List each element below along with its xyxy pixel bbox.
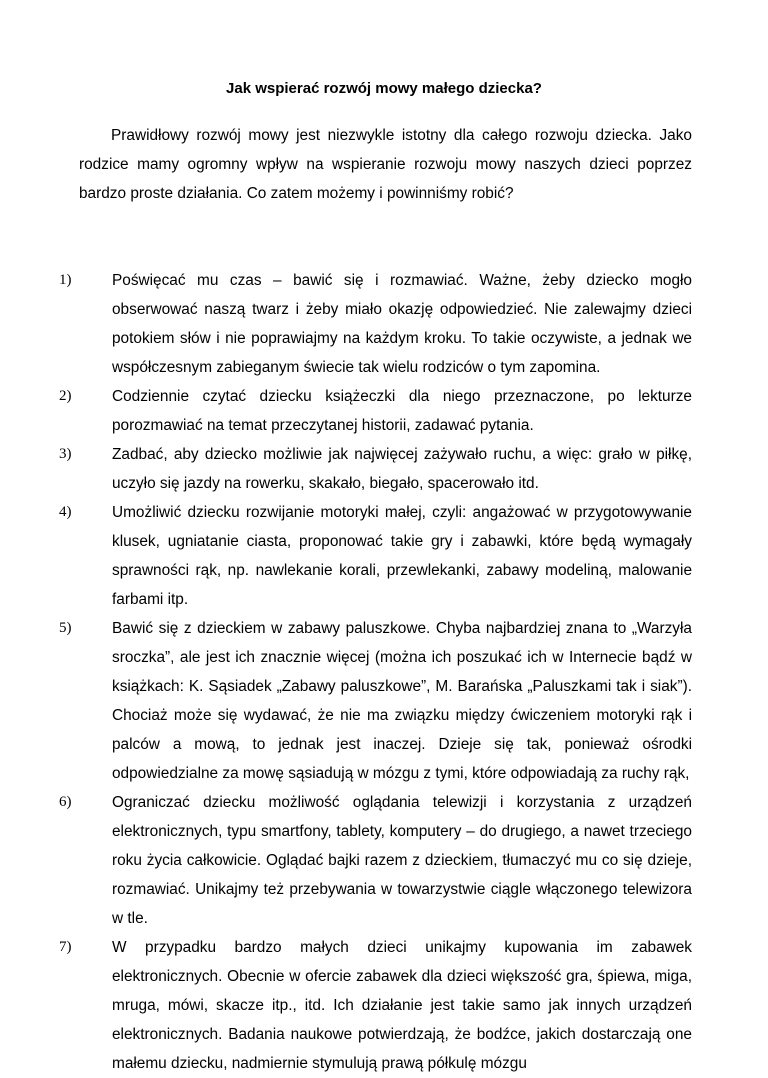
list-item-text: Codziennie czytać dziecku książeczki dla niego przeznaczone, po lekturze porozmawiać na temat przeczytanej historii, zadawać pytania.	[112, 388, 692, 434]
list-item-text: Ograniczać dziecku możliwość oglądania telewizji i korzystania z urządzeń elektronicznych, typu smartfony, tablety, komputery – do drugiego, a nawet trzeciego roku życia całkowicie. Oglądać bajki razem z dzieckiem, tłumaczyć mu co się dzieje, rozmawiać. Unikajmy też przebywania w towarzystwie ciągle włączonego telewizora w tle.	[112, 794, 692, 927]
list-item-number: 2)	[59, 388, 72, 404]
list-item-number: 3)	[59, 446, 72, 462]
intro-paragraph: Prawidłowy rozwój mowy jest niezwykle istotny dla całego rozwoju dziecka. Jako rodzice mamy ogromny wpływ na wspieranie rozwoju mowy naszych dzieci poprzez bardzo proste działania. Co zatem możemy i powinniśmy robić?	[79, 127, 692, 202]
list-item-text: Poświęcać mu czas – bawić się i rozmawiać. Ważne, żeby dziecko mogło obserwować naszą twarz i żeby miało okazję odpowiedzieć. Nie zalewajmy dzieci potokiem słów i nie poprawiajmy na każdym kroku. To takie oczywiste, a jednak we współczesnym zabieganym świecie tak wielu rodziców o tym zapomina.	[112, 272, 692, 376]
list-item	[59, 266, 692, 382]
list-item-number: 6)	[59, 794, 72, 810]
list-item	[59, 788, 692, 933]
list-item-text: Bawić się z dzieckiem w zabawy paluszkowe. Chyba najbardziej znana to „Warzyła sroczka”, ale jest ich znacznie więcej (można ich poszukać ich w Internecie bądź w książkach: K. Sąsiadek „Zabawy paluszkowe”, M. Barańska „Paluszkami tak i siak”). Chociaż może się wydawać, że nie ma związku między ćwiczeniem motoryki rąk i palców a mową, to jednak jest inaczej. Dzieje się tak, ponieważ ośrodki odpowiedzialne za mowę sąsiadują w mózgu z tymi, które odpowiadają za ruchy rąk,	[112, 620, 692, 782]
advice-list	[59, 266, 692, 1078]
list-item	[59, 440, 692, 498]
list-item	[59, 614, 692, 788]
list-item	[59, 933, 692, 1078]
list-item-number: 1)	[59, 272, 72, 288]
list-item	[59, 382, 692, 440]
page-title: Jak wspierać rozwój mowy małego dziecka?	[226, 80, 542, 97]
list-item-number: 5)	[59, 620, 72, 636]
list-item-number: 4)	[59, 504, 72, 520]
list-item-text: Zadbać, aby dziecko możliwie jak najwięcej zażywało ruchu, a więc: grało w piłkę, uczyło się jazdy na rowerku, skakało, biegało, spacerowało itd.	[112, 446, 692, 492]
list-item-text: Umożliwić dziecku rozwijanie motoryki małej, czyli: angażować w przygotowywanie klusek, ugniatanie ciasta, proponować takie gry i zabawki, które będą wymagały sprawności rąk, np. nawlekanie korali, przewlekanki, zabawy modeliną, malowanie farbami itp.	[112, 504, 692, 608]
list-item	[59, 498, 692, 614]
list-item-number: 7)	[59, 939, 72, 955]
list-item-text: W przypadku bardzo małych dzieci unikajmy kupowania im zabawek elektronicznych. Obecnie w ofercie zabawek dla dzieci większość gra, śpiewa, miga, mruga, mówi, skacze itp., itd. Ich działanie jest takie samo jak innych urządzeń elektronicznych. Badania naukowe potwierdzają, że bodźce, jakich dostarczają one małemu dziecku, nadmiernie stymulują prawą półkulę mózgu	[112, 939, 692, 1072]
